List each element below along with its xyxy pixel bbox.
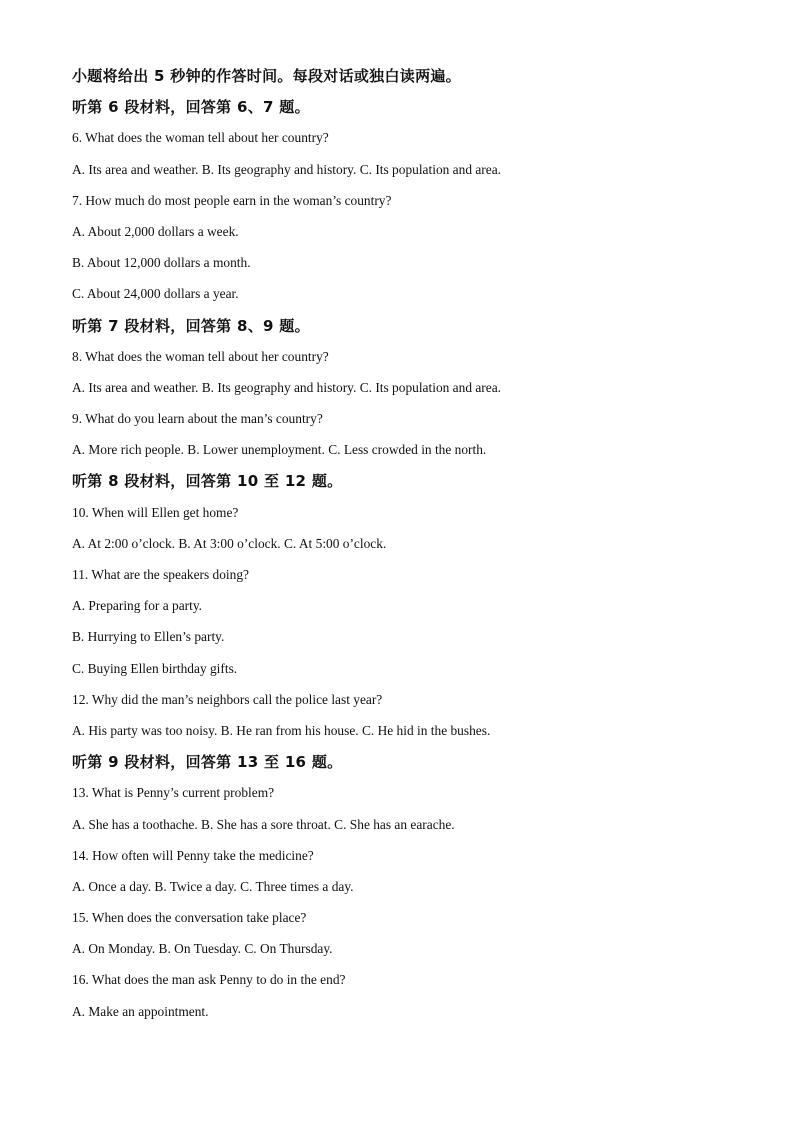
question-12-options: A. His party was too noisy. B. He ran from his house. C. He hid in the bushes. [72, 722, 491, 738]
question-7-option-c: C. About 24,000 dollars a year. [72, 286, 239, 302]
question-9-options: A. More rich people. B. Lower unemployment. C. Less crowded in the north. [72, 442, 487, 458]
question-8-options: A. Its area and weather. B. Its geography and history. C. Its population and area. [72, 379, 501, 395]
question-8: 8. What does the woman tell about her country? [72, 348, 329, 364]
question-11-option-a: A. Preparing for a party. [72, 598, 203, 614]
section-heading-9: 听第 9 段材料，回答第 13 至 16 题。 [72, 753, 343, 772]
question-11: 11. What are the speakers doing? [72, 567, 249, 582]
question-6: 6. What does the woman tell about her country? [72, 130, 329, 146]
question-13-options: A. She has a toothache. B. She has a sore throat. C. She has an earache. [72, 816, 455, 832]
question-11-option-c: C. Buying Ellen birthday gifts. [72, 660, 238, 676]
question-11-option-b: B. Hurrying to Ellen’s party. [72, 629, 225, 645]
question-16-option-a: A. Make an appointment. [72, 1003, 209, 1019]
section-heading-7: 听第 7 段材料，回答第 8、9 题。 [72, 316, 310, 335]
question-10-options: A. At 2:00 o’clock. B. At 3:00 o’clock. C. At 5:00 o’clock. [72, 535, 387, 551]
question-14: 14. How often will Penny take the medicine? [72, 847, 314, 863]
question-15: 15. When does the conversation take place? [72, 910, 307, 926]
instruction-heading: 小题将给出 5 秒钟的作答时间。每段对话或独白读两遍。 [72, 67, 461, 85]
question-16: 16. What does the man ask Penny to do in the end? [72, 972, 346, 988]
question-14-options: A. Once a day. B. Twice a day. C. Three times a day. [72, 878, 354, 894]
section-heading-6: 听第 6 段材料，回答第 6、7 题。 [72, 98, 310, 117]
question-9: 9. What do you learn about the man’s country? [72, 411, 323, 427]
question-10: 10. When will Ellen get home? [72, 504, 239, 520]
question-13: 13. What is Penny’s current problem? [72, 785, 275, 801]
question-7-option-b: B. About 12,000 dollars a month. [72, 255, 251, 271]
document-page [72, 66, 752, 1033]
section-heading-8: 听第 8 段材料，回答第 10 至 12 题。 [72, 472, 343, 491]
question-7: 7. How much do most people earn in the woman’s country? [72, 192, 392, 208]
question-12: 12. Why did the man’s neighbors call the police last year? [72, 691, 383, 707]
question-7-option-a: A. About 2,000 dollars a week. [72, 223, 239, 239]
question-6-options: A. Its area and weather. B. Its geography and history. C. Its population and area. [72, 161, 501, 177]
question-15-options: A. On Monday. B. On Tuesday. C. On Thursday. [72, 941, 333, 957]
